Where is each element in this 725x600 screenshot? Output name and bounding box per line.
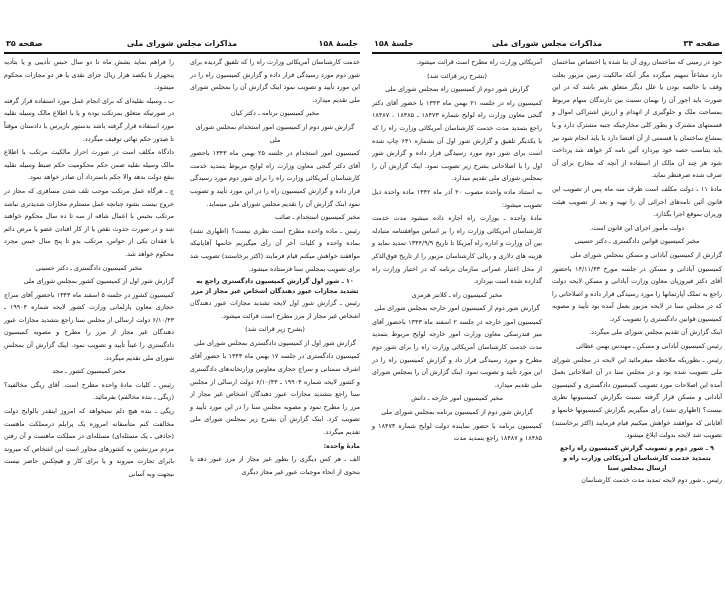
paragraph: ب ـ وسیله نقلیه‌ای که برای انجام عمل مورد استفاده قرار گرفته در صورتیکه متعلق بمرتکب بوده و یا با اطلاع مالک وسیله نقلیه مورد استفاده قرار گرفته باشد بدستور بازپرس یا دادستان موقتاً تا صدور حکم نهائی توقیف میگردد. (4, 96, 174, 143)
section-heading: ۱۰ ـ شور اول گزارش کمیسیون دادگستری راجع به تشدید مجازات عبور دهندگان اشخاص غیر مجاز از مرز (191, 277, 359, 296)
paragraph: را فراهم نماید بشش ماه تا دو سال حبس تأدیبی و یا بتأدیه پنجهزار تا یکصد هزار ریال جزای نقدی یا هر دو مجازات محکوم میشود. (4, 58, 174, 92)
paragraph: رئیس کمیسیون آبادانی و مسکن ـ مهندس بهمن عطائی (575, 342, 722, 351)
page-number: صفحه ۳۵ (6, 39, 43, 48)
paragraph: گزارش شور دوم از کمیسیون امور خارجه بمجلس شورای ملی (374, 304, 540, 313)
session-number: جلسهٔ ۱۵۸ (374, 39, 414, 48)
left-page-left-column (4, 56, 174, 482)
paragraph: خود در زمینی که ساختمان روی آن بنا شده یا اختصاص ساختمان دارد مشاعاً سهیم میگردد مگر آنکه مالکیت زمین مزبور بعلت وقف یا خالصه بودن یا علل دیگر متعلق بغیر باشد که در این صورت باید اجور آن را بهمان نسبت بین دارندگان سهام مربوط بمساحت ملک و حلوگیری از انهدام و ارزش اشتراکی اموال و قسمتهای مشترک و بطور کلی مخارجیکه جنبه مشترک دارد و یا بمشاع ساختمان یا قسمتی از آن اقتضا دارد یا باید انجام شود نیز باید بتناسب حصه خود بپردازد آئین نامه کر خواهد شد پرداخت شود هر چند آن مالک از استفاده از آنچه که مخارج برای آن صرف شده صرفنظر نماید. (552, 58, 722, 180)
paragraph: ج ـ هرگاه عمل مرتکب موجب تلف شدن مسافری که مجاز در خروج نیست بشود چنانچه عمل مستلزم مجازات شدیدتری نباشد مرتکب بحبس با اعمال شاقه از سه تا ده سال محکوم خواهند شد و در صورت حدوث نقص یا از کار افتادن عضو یا مرض دائم یا فقدان یکی از حواس، مرتکب بدو تا پنج سال حبس مجرد محکوم خواهد شد. (4, 186, 174, 258)
paragraph: گزارش شور اول از کمیسیون دادگستری بمجلس شورای ملی (194, 338, 356, 347)
paragraph: خدمت کارشناسان آمریکائی وزارت راه را که تلفیق گردیده برای شور دوم مورد رسیدگی قرار داده و گزارش کمیسیون راه را در این مورد تأیید و تصویب نمود اینک گزارش آن را بمجلس شورای ملی تقدیم میدارد. (190, 58, 360, 104)
left-page-header (4, 38, 360, 54)
paragraph: مخبر کمیسیون قوانین دادگستری ـ دکتر حسینی (574, 237, 700, 246)
right-page-right-column (552, 56, 722, 487)
paragraph: رئیس ـ شور دوم لایحه تمدید مدت خدمت کارشناسان (581, 475, 722, 484)
paragraph: رئیس ـ گزارش شور اول لایحه تشدید مجازات عبور دهندگان اشخاص غیر مجاز از مرز مطرح است قرائت میشود. (190, 299, 360, 320)
paragraph: گزارش شور اول از کمیسیون کشور بمجلس شورای ملی (23, 277, 174, 286)
paragraph: الف ـ هر کس دیگری را بطور غیر مجاز از مرز عبور دهد یا بنحوی از انحاء موجبات عبور غیر مجاز دیگری (190, 455, 360, 476)
paragraph: مخبر کمیسیون دادگستری ـ دکتر حسینی (35, 263, 143, 272)
paragraph: مخبر کمیسیون امور خارجه ـ دانش (411, 394, 503, 403)
paragraph: مخبر کمیسیون برنامه ـ دکتر کیان (230, 109, 320, 118)
paragraph: کمیسیون آبادانی و مسکن در جلسه مورخ ۱۴/۱۱/۴۳ باحضور آقای دکتر فیروزیان معاون وزارت آبادانی و مسکن لایحه دولت راجع به تملک آپارتمانها را مورد رسیدگی قرار داده و اصلاحاتی را که در مجلس سنا در لایحه مزبور بعمل آمده بود تأیید و مصوبه کمیسیون قوانین دادگستری را تصویب کرد. (552, 264, 723, 323)
right-page-left-column (372, 56, 542, 446)
paragraph: رئیس ـ ماده واحده مطرح است نظری نیست؟ (اظهاری نشد) بماده واحده و کلیات آخر آن رأی میگیریم خانمها آقایانیکه موافقند خواهش میکنم قیام فرمایند (اکثر برخاستند) تصویب شد برای تصویب بمجلس سنا فرستاده میشود. (190, 226, 360, 273)
paragraph: گزارش شور دوم از کمیسیون برنامه بمجلس شورای ملی (381, 408, 533, 417)
paragraph: مادهٔ واحده ـ بوزارت راه اجازه داده میشود مدت خدمت کارشناسان آمریکائی وزارت راه را بر اساس موافقتنامه متبادله بین آن وزارت و اداره راه آمریکا تا تاریخ ۱۳۴۴/۹/۹ تمدید نماید و هزینه های دلاری و ریالی کارشناسان مزبور را از تاریخ فوق‌الذکر از محل اعتبار عمرانی سازمان برنامه که در اختیار وزارت راه گذارده شده است بپردازد. (372, 214, 542, 286)
right-page (372, 38, 722, 598)
paragraph: مخبر کمیسیون کشور ـ مجد (52, 367, 126, 376)
paragraph: به استناد ماده واحده مصوب ۲۰ آذر ماه ۱۳۴۲ ماده واحده ذیل تصویب میشود: (372, 187, 542, 209)
paragraph: (بشرح زیر قرائت شد) (427, 71, 487, 80)
paragraph: (بشرح زیر قرائت شد) (245, 325, 305, 334)
paragraph: کمیسیون امور استخدام در جلسه ۲۵ بهمن ماه ۱۳۴۳ باحضور آقای دکتر گنجی معاون وزارت راه لوایح مربوط بتمدید خدمت کارشناسان آمریکائی وزارت راه را برای شور دوم مورد رسیدگی قرار داده و گزارش کمیسیون راه را در این مورد تأیید و تصویب نمود اینک گزارش آن را تقدیم مجلس شورای ملی مینماید. (190, 149, 360, 208)
section-heading: ۹ ـ شور دوم و تصویب گزارش کمیسیون راه راجع بتمدید خدمت کارشناسان آمریکائی وزارت راه و ارسال بمجلس سنا (560, 443, 714, 472)
right-page-header (372, 38, 722, 54)
paragraph: دادگاه مکلف است در صورت احراز مالکیت مرتکب یا اطلاع مالک وسیله نقلیه ضمن حکم محکومیت حکم ضبط وسیله نقلیه بنفع دولت بدهد والا حکم باسترداد آن صادر خواهد نمود. (4, 148, 174, 182)
paragraph: کمیسیون کشور در جلسه ۵ اسفند ماه ۱۳۴۳ باحضور آقای سراج حجازی معاون پارلمانی وزارت کشور لایحه شماره ۱۹۹۰۴ ـ ۶/۱۰/۴۳ دولت ارسالی از مجلس سنا راجع بتشدید مجازات عبور دهندگان غیر مجاز از مرز را مطرح و مصوبه کمیسیون دادگستری را عیناً تأیید و تصویب نمود. اینک گزارش آن بمجلس شورای ملی تقدیم میگردد. (4, 290, 174, 362)
paragraph: کمیسیون راه در جلسه ۲۱ بهمن ماه ۱۳۴۳ با حضور آقای دکتر گنجی معاون وزارت راه لوایح شماره ۱۸۴۷۳ ـ ۱۸۴۸۵ ، ۱۸۴۸۷ راجع بتمدید مدت خدمت کارشناسان آمریکائی وزارت راه را که با یکدیگر تلفیق و گزارش شور اول آن بشماره ۶۴۱ چاپ شده است برای شور دوم مورد رسیدگی قرار داده و گزارش شور اول را با اصلاحاتی بشرح زیر تصویب نمود. اینک گزارش آن را بمجلس شورای ملی تقدیم میدارد. (372, 98, 542, 183)
left-page-right-column (190, 56, 360, 479)
paragraph: گزارش از کمیسیون آبادانی و مسکن بمجلس شورای ملی (570, 250, 722, 259)
paragraph: رئیس ـ کلیات مادهٔ واحده مطرح است. آقای ریگی مخالفید؟ (ریگی ـ بنده مخالفم) بفرمائید. (4, 380, 174, 402)
paragraph: گزارش شور دوم از کمیسیون امور استخدام بمجلس شورای ملی (195, 122, 355, 144)
paragraph: مخبر کمیسیون راه ـ کلانتر هرمزی (411, 290, 503, 299)
session-number: جلسهٔ ۱۵۸ (318, 39, 358, 48)
paragraph: مادهٔ ۱۱ ـ دولت مکلف است ظرف سه ماه پس از تصویب این قانون آئین نامه‌های اجرائی آن را تهیه و بعد از تصویب هیئت وزیران بموقع اجرا بگذارد. (552, 184, 722, 219)
publication-title: مذاکرات مجلس شورای ملی (491, 39, 603, 48)
paragraph: اینک گزارش آن تقدیم مجلس شورای ملی میگردد. (589, 328, 722, 337)
left-page (4, 38, 360, 598)
paragraph: کمیسیون برنامه با حضور نماینده دولت لوایح شماره ۱۸۴۷۳ و ۱۸۴۸۵ و ۱۸۴۸۷ راجع بتمدید مدت (372, 421, 542, 443)
publication-title: مذاکرات مجلس شورای ملی (126, 39, 238, 48)
paragraph: رئیس ـ بطوریکه ملاحظه میفرمائید این لایحه در مجلس شورای ملی تصویب شده بود و در مجلس سنا در آن اصلاحاتی بعمل آمده این اصلاحات مورد تصویب کمیسیون دادگستری و کمیسیون آبادانی و مسکن قرار گرفته نسبت بگزارش کمیسیونها نظری نیست؟ (اظهاری نشد) رأی میگیریم بگزارش کمیسیونها خانمها و آقایانی که موافقند خواهش میکنیم قیام فرمایند (اکثر برخاستند) تصویب شد لایحه بدولت ابلاغ میشود. (552, 355, 722, 440)
paragraph: کمیسیون دادگستری در جلسه ۱۷ بهمن ماه ۱۳۴۳ با حضور آقای اشرف سمنانی و سراج حجازی معاونین وزارتخانه‌های دادگستری و کشور لایحه شماره ۱۹۹۰۴ ـ ۶/۱۰/۴۳ دولت ارسالی از مجلس سنا راجع بتشدید مجازات عبور دهندگان اشخاص غیر مجاز از مرز را مطرح نمود و مصوبه مجلس سنا را در این مورد تأیید و تصویب کرد. اینک گزارش آن بشرح زیر بمجلس شورای ملی تقدیم میگردد. (190, 352, 361, 437)
paragraph: مخبر کمیسیون استخدام ـ صائب (275, 213, 360, 222)
paragraph: گزارش شور دوم از کمیسیون راه بمجلس شورای ملی (385, 85, 529, 94)
page-number: صفحه ۳۴ (683, 39, 720, 48)
paragraph: دولت مأمور اجرای این قانون است. (589, 223, 685, 232)
paragraph: ریگی ـ بنده هیچ دلم نمیخواهد که امروز اینقدر بالوایح دولت مخالفت کنم متأسفانه امروزه یک پرابلم درمملکت ماهست (حاذقی ـ یک مسئله‌ای) مسئله‌ای در مملکت ماهست و آن رفتن مردم مرزنشین به کشورهای مجاور است این اشخاص که میروند بایرای تجارت میروند و یا برای کار و هیچکس حاضر نیست بیجهت وبه آسانی (4, 407, 174, 478)
paragraph: آمریکائی وزارت راه مطرح است قرائت میشود. (416, 58, 542, 66)
paragraph: کمیسیون امور خارجه در جلسه ۲ اسفند ماه ۱۳۴۳ باحضور آقای میر فندرسکی معاون وزارت امور خارجه لوایح مربوط بتمدید مدت خدمت کارشناسان آمریکائی وزارت راه را برای شور دوم مطرح و مورد رسیدگی قرار داد و گزارش کمیسیون راه را در این مورد تأیید و تصویب نمود. اینک گزارش آن را بمجلس شورای ملی تقدیم میدارد. (372, 317, 542, 389)
paragraph: مادهٔ واحده: (323, 441, 360, 450)
